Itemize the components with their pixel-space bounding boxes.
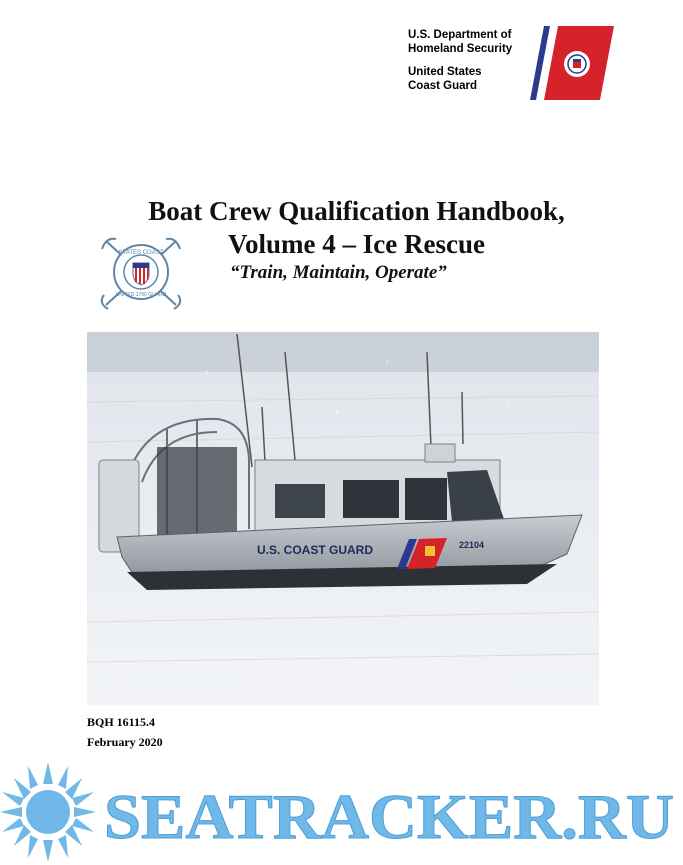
seal-text-bottom: UNITED 1790 GUARD <box>115 292 167 298</box>
agency-line-4: Coast Guard <box>408 80 478 92</box>
motto: “Train, Maintain, Operate” <box>230 262 447 283</box>
seatracker-watermark <box>0 762 683 865</box>
page-title-line-1: Boat Crew Qualification Handbook, <box>148 196 565 226</box>
uscg-stripe-logo <box>530 26 614 100</box>
agency-line-3: United States <box>408 66 482 78</box>
watermark-text: SEATRACKER.RU <box>104 781 674 852</box>
agency-line-2: Homeland Security <box>408 43 513 55</box>
hull-number: 22104 <box>459 540 485 550</box>
sun-logo-icon <box>0 762 96 862</box>
title-block <box>0 195 683 261</box>
seal-text-top: STATES COAST <box>118 250 164 256</box>
document-meta <box>87 712 163 752</box>
page-title-line-2: Volume 4 – Ice Rescue <box>228 229 485 259</box>
agency-block <box>408 28 512 93</box>
document-number: BQH 16115.4 <box>87 715 156 729</box>
agency-line-1: U.S. Department of <box>408 29 512 41</box>
cover-photo-airboat <box>87 332 599 705</box>
hull-marking: U.S. COAST GUARD <box>257 543 374 557</box>
document-date: February 2020 <box>87 735 163 749</box>
